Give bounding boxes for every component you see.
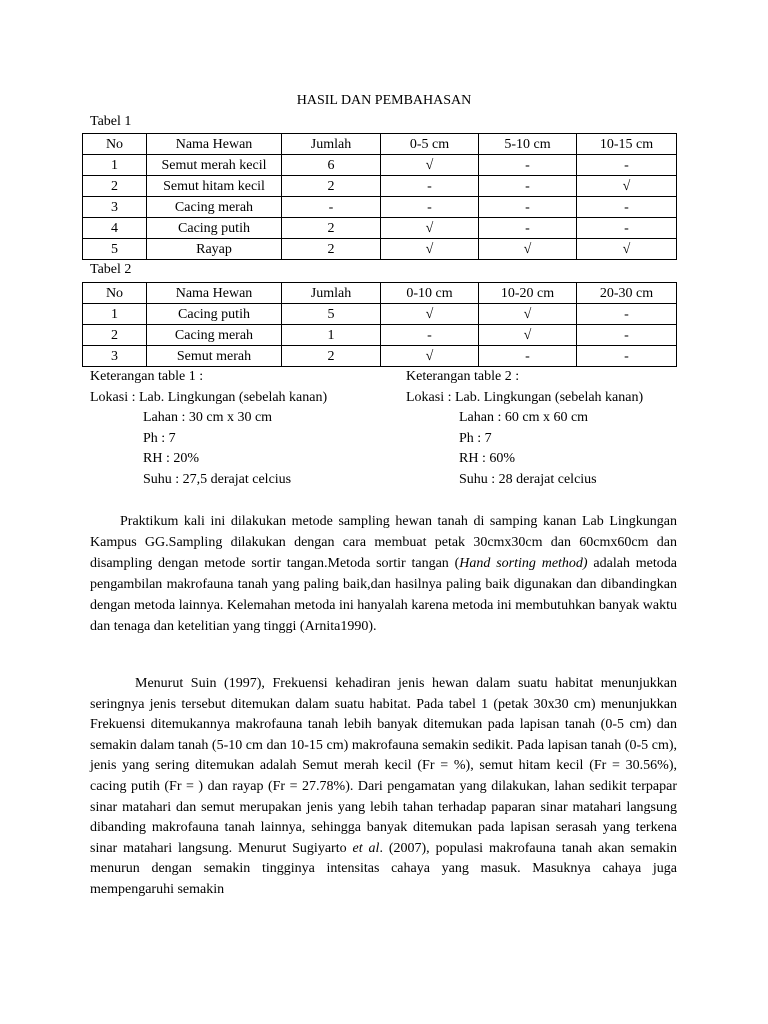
keterangan1-title: Keterangan table 1 :: [90, 369, 204, 384]
table2-cell: -: [381, 325, 479, 346]
table1-cell: -: [479, 197, 577, 218]
table1-row: [83, 218, 677, 239]
table1-cell: 2: [282, 239, 381, 260]
paragraph-1: [90, 511, 677, 637]
table1-cell: 2: [282, 218, 381, 239]
table2-cell: 1: [282, 325, 381, 346]
table2-cell: -: [479, 346, 577, 367]
keterangan2-lahan: Lahan : 60 cm x 60 cm: [459, 410, 589, 425]
table2-caption: Tabel 2: [90, 262, 132, 277]
table2-cell: Semut merah: [147, 346, 282, 367]
table1-cell: Semut hitam kecil: [147, 176, 282, 197]
table1-cell: 6: [282, 155, 381, 176]
keterangan2-title: Keterangan table 2 :: [406, 369, 520, 384]
table1-cell: √: [479, 239, 577, 260]
table2-cell: 2: [282, 346, 381, 367]
table2-cell: Cacing merah: [147, 325, 282, 346]
table2: [82, 282, 677, 367]
table2-cell: -: [577, 346, 677, 367]
keterangan1-ph: Ph : 7: [143, 430, 176, 446]
paragraph1-italic: Hand sorting method): [459, 556, 588, 571]
table2-header-cell: No: [83, 283, 147, 304]
paragraph1-text-b: adalah metoda pengambilan makrofauna tanah yang paling baik,dan hasilnya paling baik digunakan dan dibandingkan dengan metoda lainnya. Kelemahan metoda ini hanyalah karena metoda ini membutuhkan banyak waktu dan tenaga dan ketelitian yang tinggi (Arnita1990).: [90, 556, 677, 634]
paragraph2-text-a: Menurut Suin (1997), Frekuensi kehadiran jenis hewan dalam suatu habitat menunjukkan seringnya jenis tersebut ditemukan dalam suatu habitat. Pada tabel 1 (petak 30x30 cm) menunjukkan Frekuensi ditemukannya makrofauna tanah lebih banyak ditemukan pada lapisan tanah (0-5 cm) dan semakin dalam tanah (5-10 cm dan 10-15 cm) makrofauna semakin sedikit. Pada lapisan tanah (0-5 cm), jenis yang sering ditemukan adalah Semut merah kecil (Fr = %), semut hitam kecil (Fr = 30.56%), cacing putih (Fr = ) dan rayap (Fr = 27.78%). Dari pengamatan yang dilakukan, lahan sedikit terpapar sinar matahari dan semut merupakan jenis yang lebih tahan terhadap paparan sinar matahari langsung dibanding makrofauna tanah lainnya, sehingga banyak ditemukan pada lapisan serasah yang terkena sinar matahari langsung. Menurut Sugiyarto: [90, 676, 677, 856]
paragraph1-text-a: Praktikum kali ini dilakukan metode sampling hewan tanah di samping kanan Lab Lingkungan Kampus GG.Sampling dilakukan dengan cara membuat petak 30cmx30cm dan 60cmx60cm dan disampling dengan metode sortir tangan.Metoda sortir tangan (: [90, 514, 677, 571]
table1-cell: -: [577, 218, 677, 239]
table2-cell: -: [577, 304, 677, 325]
table1-cell: -: [479, 218, 577, 239]
table1-cell: 1: [83, 155, 147, 176]
table2-cell: 1: [83, 304, 147, 325]
table1-cell: Cacing merah: [147, 197, 282, 218]
table1-header-row: [83, 134, 677, 155]
table1-cell: -: [479, 155, 577, 176]
paragraph2-italic: et al: [352, 840, 380, 856]
table1-cell: √: [381, 218, 479, 239]
table2-row: [83, 304, 677, 325]
table1-cell: √: [577, 239, 677, 260]
keterangan-table2: [406, 367, 643, 490]
table1-row: [83, 239, 677, 260]
table2-cell: √: [479, 304, 577, 325]
table2-header-cell: 20-30 cm: [577, 283, 677, 304]
table1-cell: Cacing putih: [147, 218, 282, 239]
table1-header-cell: Nama Hewan: [147, 134, 282, 155]
table1: [82, 133, 677, 260]
table1-cell: -: [479, 176, 577, 197]
table1-row: [83, 155, 677, 176]
keterangan1-lokasi: Lokasi : Lab. Lingkungan (sebelah kanan): [90, 389, 328, 405]
keterangan-table1: [90, 367, 327, 490]
paragraph2-text-b: . (2007), populasi makrofauna tanah akan semakin menurun dengan semakin tingginya intensitas cahaya yang masuk. Masuknya cahaya juga mempengaruhi semakin: [90, 840, 677, 897]
table1-cell: -: [381, 197, 479, 218]
table1-cell: 4: [83, 218, 147, 239]
keterangan1-lahan: Lahan : 30 cm x 30 cm: [143, 410, 273, 425]
table1-cell: 2: [282, 176, 381, 197]
table1-cell: -: [381, 176, 479, 197]
paragraph-2: [90, 674, 677, 901]
table1-cell: 2: [83, 176, 147, 197]
table2-cell: 5: [282, 304, 381, 325]
table2-cell: √: [381, 304, 479, 325]
table2-header-cell: 10-20 cm: [479, 283, 577, 304]
table2-cell: Cacing putih: [147, 304, 282, 325]
keterangan1-rh: RH : 20%: [143, 451, 199, 466]
table1-header-cell: 5-10 cm: [479, 134, 577, 155]
table1-row: [83, 197, 677, 218]
table2-header-cell: Jumlah: [282, 283, 381, 304]
keterangan2-suhu: Suhu : 28 derajat celcius: [459, 471, 597, 487]
table1-header-cell: 10-15 cm: [577, 134, 677, 155]
table1-cell: -: [577, 197, 677, 218]
table2-row: [83, 325, 677, 346]
table1-cell: 3: [83, 197, 147, 218]
table1-row: [83, 176, 677, 197]
keterangan1-suhu: Suhu : 27,5 derajat celcius: [143, 471, 292, 487]
table2-header-row: [83, 283, 677, 304]
keterangan2-ph: Ph : 7: [459, 430, 492, 446]
table2-cell: 2: [83, 325, 147, 346]
table1-header-cell: 0-5 cm: [381, 134, 479, 155]
table1-caption: Tabel 1: [90, 114, 132, 129]
table1-cell: √: [381, 155, 479, 176]
page-heading: HASIL DAN PEMBAHASAN: [296, 93, 472, 108]
table2-cell: -: [577, 325, 677, 346]
table2-cell: √: [381, 346, 479, 367]
table1-header-cell: No: [83, 134, 147, 155]
table1-header-cell: Jumlah: [282, 134, 381, 155]
table1-cell: -: [282, 197, 381, 218]
table2-cell: 3: [83, 346, 147, 367]
table2-header-cell: 0-10 cm: [381, 283, 479, 304]
table2-row: [83, 346, 677, 367]
table2-header-cell: Nama Hewan: [147, 283, 282, 304]
keterangan2-lokasi: Lokasi : Lab. Lingkungan (sebelah kanan): [406, 389, 644, 405]
table1-cell: √: [577, 176, 677, 197]
table2-cell: √: [479, 325, 577, 346]
table1-cell: √: [381, 239, 479, 260]
table1-cell: Rayap: [147, 239, 282, 260]
table1-cell: -: [577, 155, 677, 176]
table1-cell: Semut merah kecil: [147, 155, 282, 176]
table1-cell: 5: [83, 239, 147, 260]
keterangan2-rh: RH : 60%: [459, 451, 515, 466]
